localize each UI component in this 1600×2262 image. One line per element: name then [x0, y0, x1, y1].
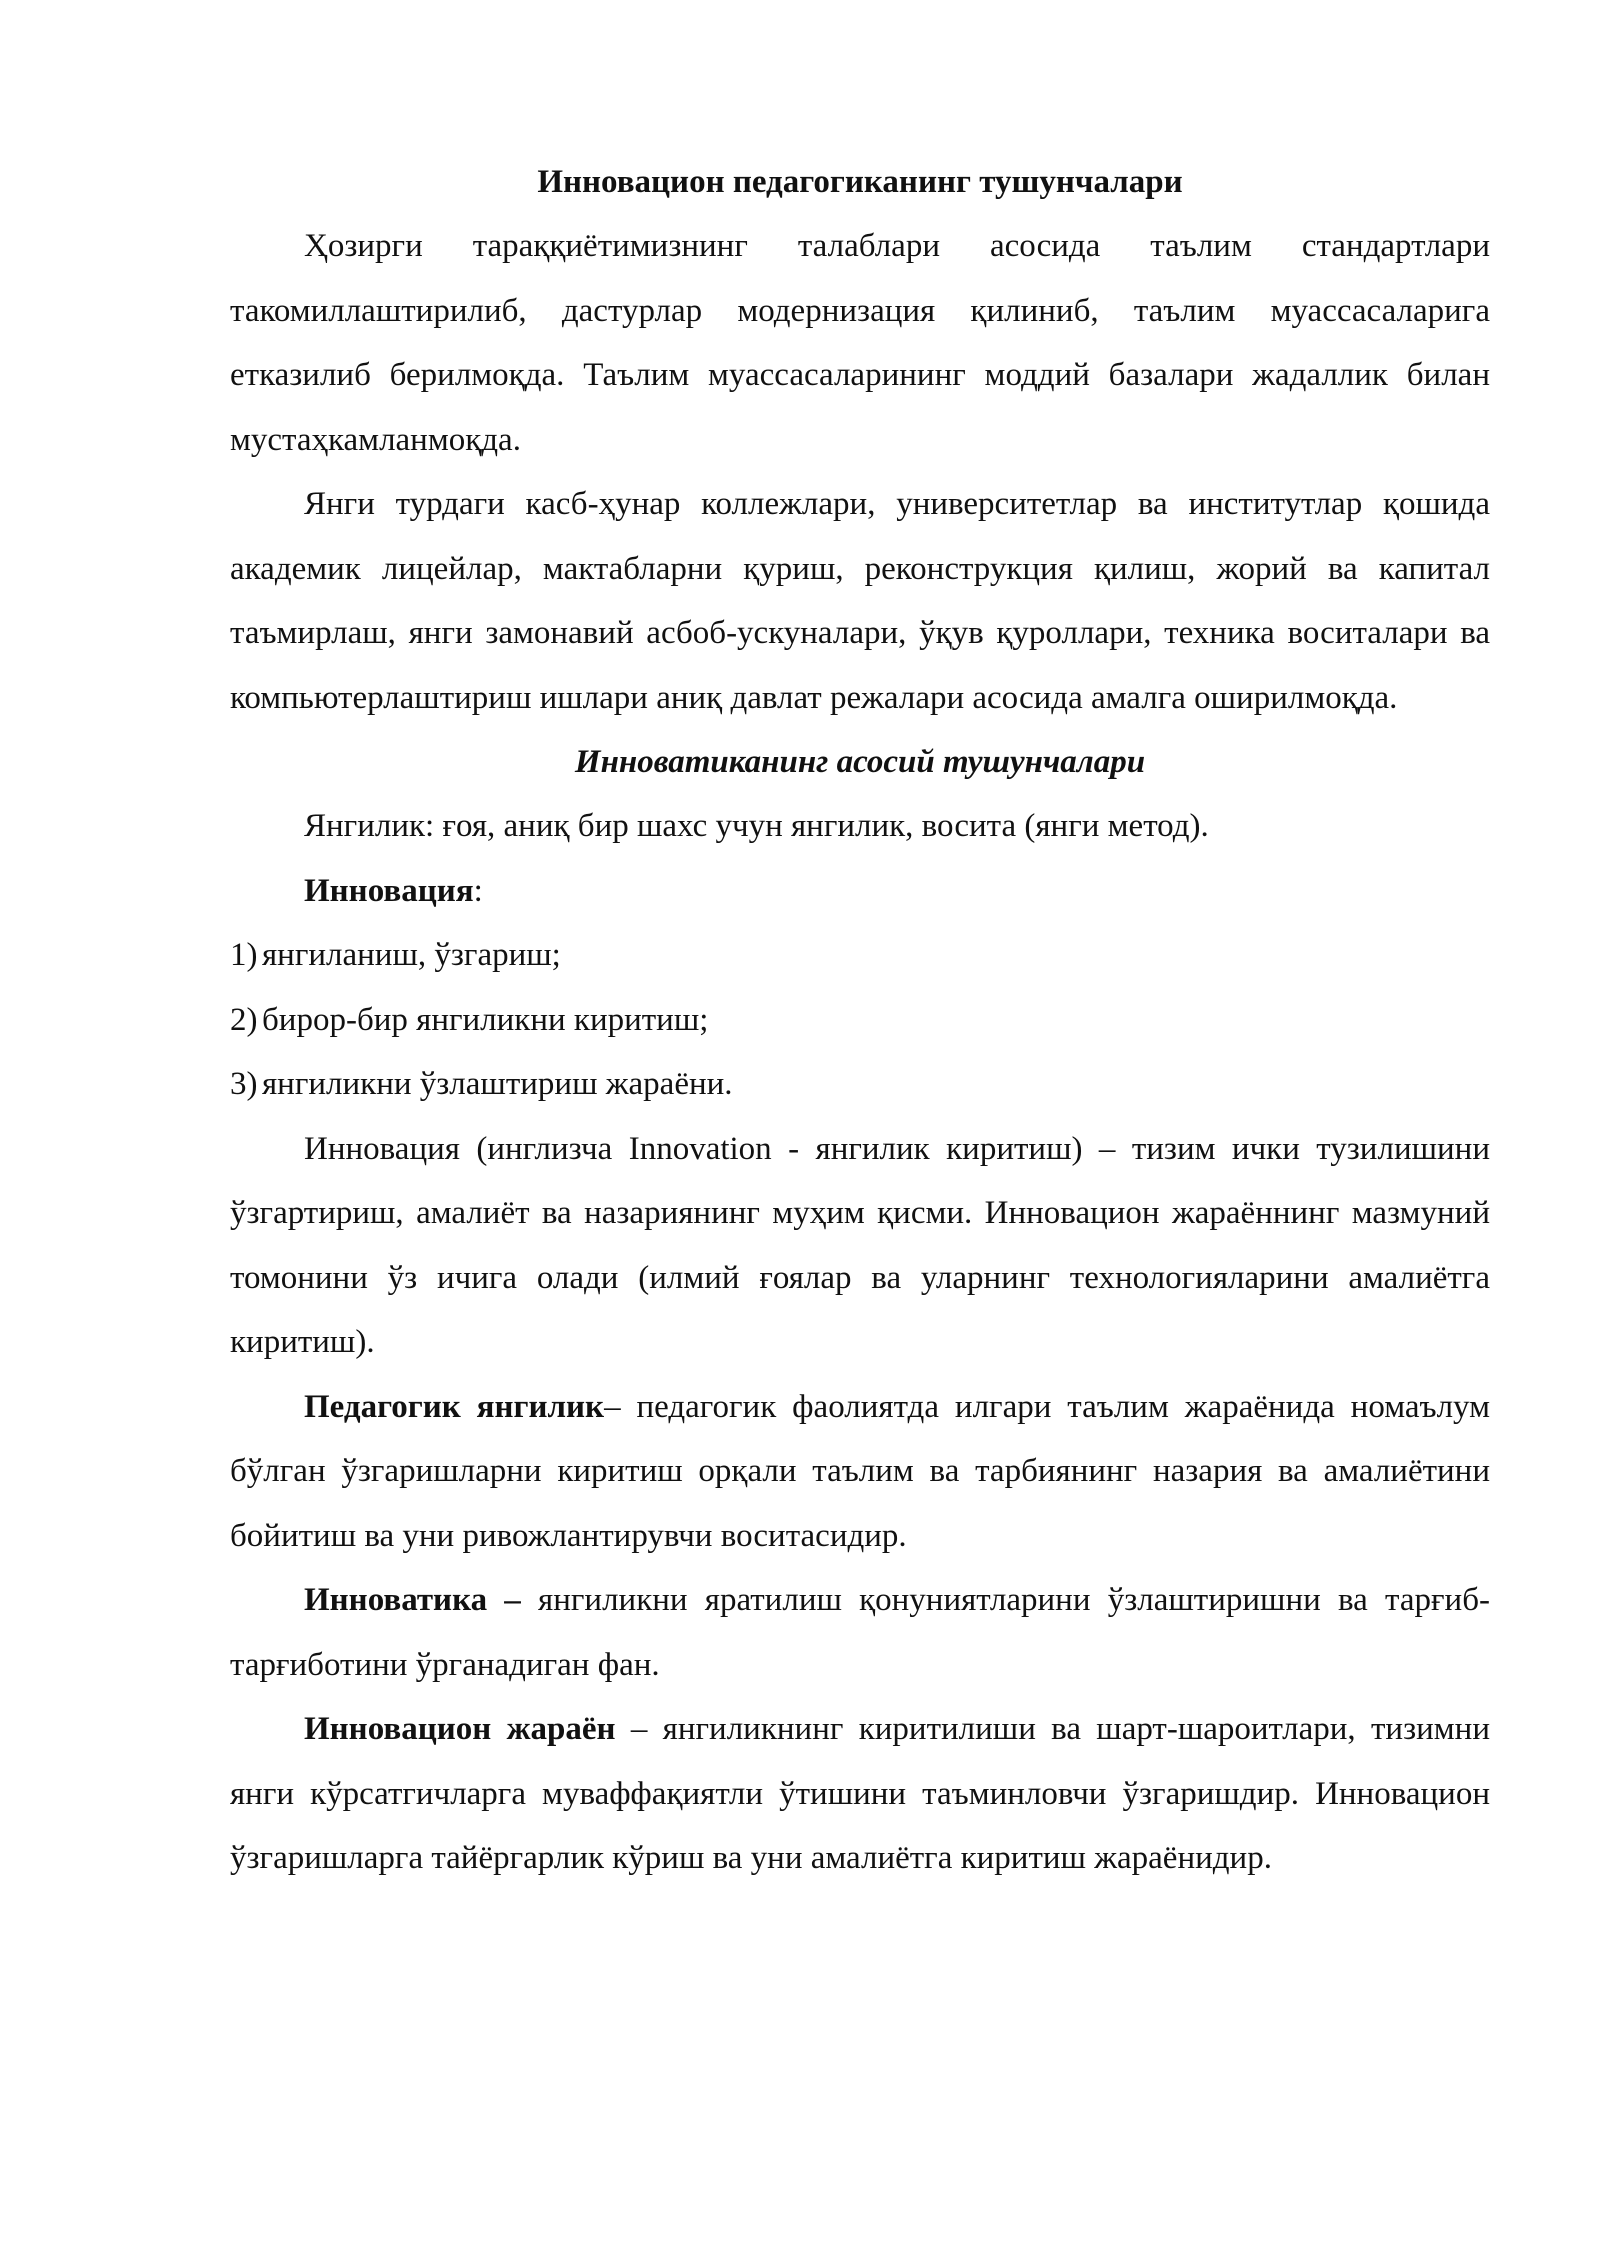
definition-text: – янгиликнинг киритилиши ва шарт-шароитлари, тизимни янги кўрсатгичларга муваффақиятли ўтишини таъминловчи ўзгаришдир. Инновацион ўзгаришларга тайёргарлик кўриш ва уни амалиётга киритиш жараёнидир. [230, 1711, 1490, 1876]
list-item-number: 1) [230, 937, 258, 973]
definition-innovation-process [230, 1697, 1490, 1891]
list-item [230, 923, 1490, 988]
list-item-text: янгиланиш, ўзгариш; [262, 937, 561, 973]
list-item [230, 988, 1490, 1053]
novelty-definition: Янгилик: ғоя, аниқ бир шахс учун янгилик, восита (янги метод). [304, 808, 1209, 844]
list-item-text: янгиликни ўзлаштириш жараёни. [262, 1066, 733, 1102]
paragraph-3: Инновация (инглизча Innovation - янгилик киритиш) – тизим ички тузилишини ўзгартириш, амалиёт ва назариянинг муҳим қисми. Инновацион жараённинг мазмуний томонини ўз ичига олади (илмий ғоялар ва уларнинг технологияларини амалиётга киритиш). [230, 1130, 1490, 1360]
definition-text: – педагогик фаолиятда илгари таълим жараёнида номаълум бўлган ўзгаришларни киритиш орқали таълим ва тарбиянинг назария ва амалиётини бойитиш ва уни ривожлантирувчи воситасидир. [230, 1388, 1490, 1554]
list-item-number: 3) [230, 1066, 258, 1102]
list-item-text: бирор-бир янгиликни киритиш; [262, 1001, 709, 1038]
document-title: Инновацион педагогиканинг тушунчалари [537, 164, 1183, 200]
innovation-colon: : [473, 872, 483, 909]
innovation-term: Инновация [304, 872, 474, 909]
section-subtitle: Инноватиканинг асосий тушунчалари [574, 744, 1146, 780]
definition-term: Инноватика – [304, 1582, 521, 1618]
list-item [230, 1052, 1490, 1117]
paragraph-2: Янги турдаги касб-ҳунар коллежлари, университетлар ва институтлар қошида академик лицейлар, мактабларни қуриш, реконструкция қилиш, жорий ва капитал таъмирлаш, янги замонавий асбоб-ускуналари, ўқув қуроллари, техника воситалари ва компьютерлаштириш ишлари аниқ давлат режалари асосида амалга оширилмоқда. [230, 486, 1490, 716]
list-item-number: 2) [230, 1001, 258, 1038]
definition-innovatics [230, 1568, 1490, 1697]
innovation-heading [230, 859, 1490, 924]
definition-pedagogical-novelty [230, 1375, 1490, 1569]
definition-term: Педагогик янгилик [304, 1388, 605, 1425]
definition-text: янгиликни яратилиш қонуниятларини ўзлаштиришни ва тарғиб-тарғиботини ўрганадиган фан. [230, 1582, 1490, 1683]
definition-term: Инновацион жараён [304, 1711, 616, 1747]
document-body [230, 150, 1490, 1891]
paragraph-1: Ҳозирги тараққиётимизнинг талаблари асосида таълим стандартлари такомиллаштирилиб, дастурлар модернизация қилиниб, таълим муассасаларига етказилиб берилмоқда. Таълим муассасаларининг моддий базалари жадаллик билан мустаҳкамланмоқда. [230, 228, 1490, 458]
